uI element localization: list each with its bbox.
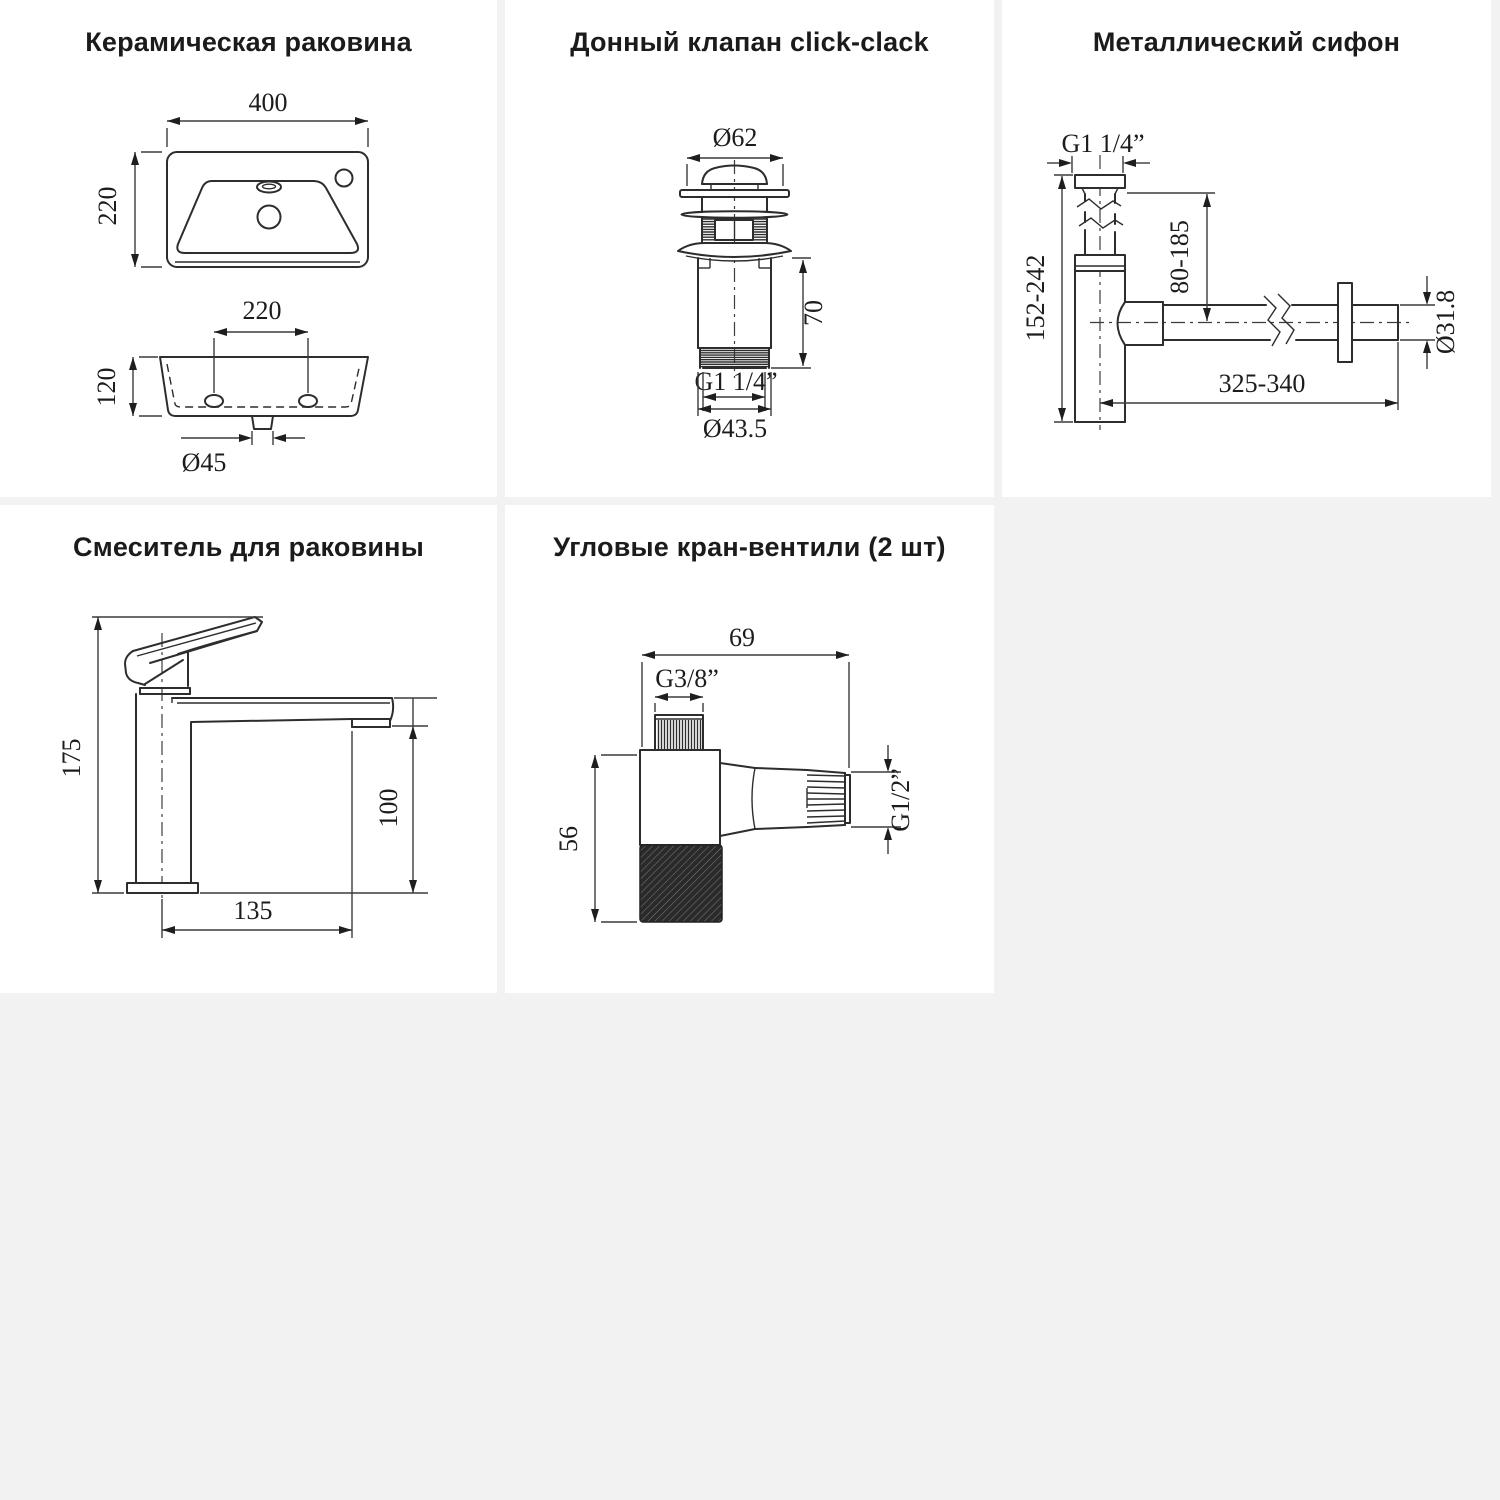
dim-label-side-thread: G1/2” (886, 768, 915, 832)
dim-label-spout-reach: 135 (233, 896, 273, 925)
angle-valve-dimensions (554, 623, 915, 922)
siphon-dimensions (1021, 129, 1460, 422)
tile-title: Смеситель для раковины (73, 532, 424, 562)
dim-label-drain: Ø45 (181, 448, 227, 477)
angle-valve-technical-drawing (505, 505, 994, 993)
dim-label-length: 69 (729, 623, 755, 652)
tile-ceramic-sink (0, 0, 497, 497)
dim-label-inlet-range: 80-185 (1165, 220, 1194, 294)
thread-hatching-outlet (807, 775, 845, 823)
dim-label-width: 400 (248, 88, 288, 117)
dim-label-top-thread: G3/8” (655, 664, 719, 693)
tile-basin-mixer (0, 505, 497, 993)
dim-label-pipe-d: Ø31.8 (1431, 289, 1460, 355)
valve-technical-drawing (505, 0, 994, 497)
tile-metal-siphon (1002, 0, 1491, 497)
sink-technical-drawing (0, 0, 497, 497)
dim-label-depth: 220 (93, 186, 122, 226)
dim-label-height: 120 (92, 367, 121, 407)
dim-label-body-d: Ø43.5 (702, 414, 768, 443)
tile-title: Угловые кран-вентили (2 шт) (553, 532, 946, 562)
dim-label-height: 175 (57, 738, 86, 778)
dim-label-height: 56 (554, 826, 583, 852)
mixer-dimensions (57, 617, 437, 938)
tile-angle-valves (505, 505, 994, 993)
tile-clickclack-valve (505, 0, 994, 497)
dim-label-length-range: 325-340 (1218, 369, 1306, 398)
angle-valve-drawing (640, 715, 850, 922)
thread-hatching-top (659, 720, 701, 749)
valve-drawing (678, 160, 791, 378)
dim-label-spout-height: 100 (374, 788, 403, 828)
tile-title: Донный клапан click-clack (570, 27, 929, 57)
dim-label-thread: G1 1/4” (694, 367, 778, 396)
siphon-technical-drawing (1002, 0, 1491, 497)
tile-title: Металлический сифон (1092, 27, 1401, 57)
knurled-handle (640, 845, 722, 922)
sink-side-dimensions (92, 296, 308, 477)
dim-label-thread: G1 1/4” (1061, 129, 1145, 158)
tile-title: Керамическая раковина (85, 27, 412, 57)
sink-side-view (160, 357, 368, 429)
dim-label-cap: Ø62 (712, 123, 758, 152)
sink-top-dimensions (93, 88, 368, 267)
mixer-technical-drawing (0, 505, 497, 993)
dim-label-hole-spacing: 220 (242, 296, 282, 325)
sink-top-view (167, 152, 368, 267)
dim-label-length: 70 (799, 300, 828, 326)
dim-label-height-range: 152-242 (1021, 254, 1050, 342)
mixer-drawing (125, 617, 393, 901)
